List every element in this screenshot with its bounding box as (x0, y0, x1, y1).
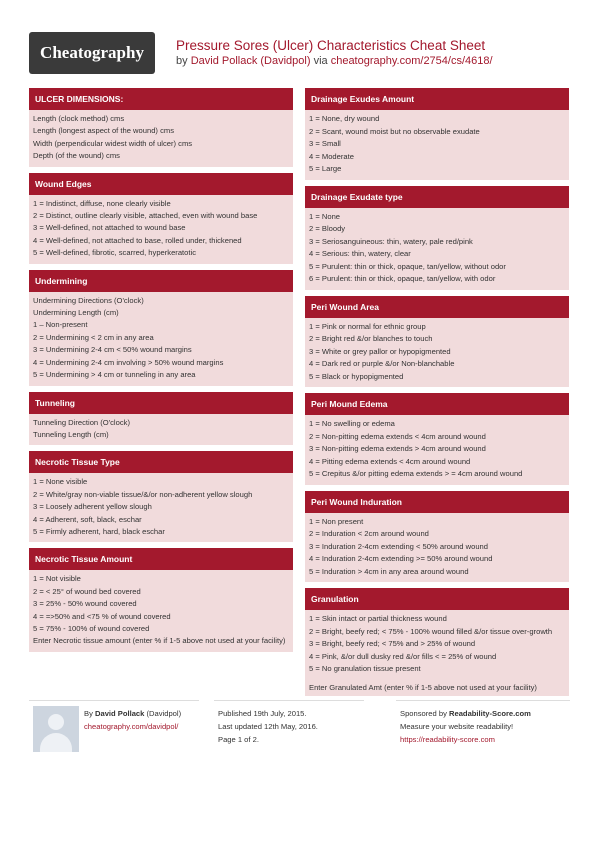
sponsor-text: Measure your website readability! (400, 722, 514, 731)
sheet-url-link[interactable]: cheatography.com/2754/cs/4618/ (330, 55, 493, 67)
updated-date: Last updated 12th May, 2016. (218, 722, 318, 731)
sponsor-prefix: Sponsored by (400, 709, 447, 718)
section-body (305, 513, 569, 583)
footer-author-handle: (Davidpol) (146, 709, 182, 718)
section-row: Enter Necrotic tissue amount (enter % if 1-5 above not used at your facility) (33, 636, 286, 646)
section-row: 2 = White/gray non-viable tissue/&/or non-adherent yellow slough (33, 489, 253, 499)
section-body (29, 414, 293, 446)
section-row: 6 = Purulent: thin or thick, opaque, tan/yellow, with odor (309, 274, 496, 283)
section-heading: Necrotic Tissue Type (29, 451, 293, 473)
section-body (305, 610, 569, 680)
section-drainage-exudate-type (305, 186, 569, 290)
section-body (29, 570, 293, 651)
section-body (29, 292, 293, 386)
page-number: Page 1 of 2. (218, 735, 259, 744)
section-body (305, 415, 569, 485)
section-row: 4 = Dark red or purple &/or Non-blanchable (309, 359, 455, 368)
section-row: 2 = Distinct, outline clearly visible, attached, even with wound base (33, 211, 258, 221)
section-row: 5 = Large (309, 164, 342, 173)
section-row: Undermining Directions (O'clock) (33, 295, 144, 305)
section-heading: Peri Wound Area (305, 296, 569, 318)
section-row: 2 = Induration < 2cm around wound (309, 529, 429, 538)
section-necrotic-tissue-amount (29, 548, 293, 651)
author-link[interactable]: David Pollack (Davidpol) (190, 55, 311, 67)
cheatography-logo[interactable]: Cheatography (29, 32, 155, 74)
section-row: 1 = None, dry wound (309, 114, 380, 123)
footer-by: By (84, 709, 93, 718)
section-row: Depth (of the wound) cms (33, 151, 120, 161)
footer-author (84, 707, 181, 733)
section-row: 2 = Bright, beefy red; < 75% - 100% wound filled &/or tissue over-growth (309, 626, 553, 636)
section-row: 4 = Well-defined, not attached to base, rolled under, thickened (33, 235, 242, 245)
section-row: 5 = 75% - 100% of wound covered (33, 623, 150, 633)
section-drainage-exudes-amount (305, 88, 569, 180)
section-granulation (305, 588, 569, 680)
right-column (305, 88, 569, 696)
section-peri-mound-edema (305, 393, 569, 485)
section-row: 3 = Well-defined, not attached to wound base (33, 223, 186, 233)
avatar-body (40, 733, 72, 752)
sponsor-url[interactable]: https://readability-score.com (400, 735, 495, 744)
section-row: 5 = No granulation tissue present (309, 664, 421, 673)
footer-author-url[interactable]: cheatography.com/davidpol/ (84, 722, 179, 731)
section-row: Tunneling Length (cm) (33, 429, 109, 439)
author-avatar[interactable] (33, 706, 79, 752)
section-necrotic-tissue-type (29, 451, 293, 542)
section-heading: Peri Mound Edema (305, 393, 569, 415)
section-peri-wound-induration (305, 491, 569, 583)
section-row: 2 = Non-pitting edema extends < 4cm around wound (309, 431, 486, 441)
section-row: 1 = Skin intact or partial thickness wound (309, 614, 447, 623)
section-row: 3 = White or grey pallor or hypopigmented (309, 346, 451, 356)
section-body (305, 208, 569, 290)
section-heading: Peri Wound Induration (305, 491, 569, 513)
section-row: 3 = Loosely adherent yellow slough (33, 502, 152, 512)
section-heading: Undermining (29, 270, 293, 292)
published-date: Published 19th July, 2015. (218, 709, 307, 718)
section-heading: Drainage Exudes Amount (305, 88, 569, 110)
section-row: 4 = =>50% and <75 % of wound covered (33, 611, 171, 621)
section-row: 5 = Undermining > 4 cm or tunneling in any area (33, 370, 196, 380)
footer-sponsor (400, 707, 531, 746)
section-undermining (29, 270, 293, 386)
section-row: 3 = 25% - 50% wound covered (33, 599, 137, 609)
by-prefix: by (176, 55, 188, 67)
footer-divider (29, 700, 199, 701)
section-row: Tunneling Direction (O'clock) (33, 417, 130, 427)
section-row: Undermining Length (cm) (33, 308, 119, 318)
section-ulcer-dimensions (29, 88, 293, 167)
avatar-head (48, 714, 64, 730)
section-heading: Tunneling (29, 392, 293, 414)
left-column (29, 88, 293, 658)
sponsor-name[interactable]: Readability-Score.com (449, 709, 531, 718)
section-row: 4 = Adherent, soft, black, eschar (33, 514, 142, 524)
section-heading: Drainage Exudate type (305, 186, 569, 208)
section-row: 5 = Crepitus &/or pitting edema extends > = 4cm around wound (309, 469, 523, 478)
section-row: 4 = Moderate (309, 151, 354, 161)
section-row: 1 = No swelling or edema (309, 419, 395, 428)
section-row: 1 = None (309, 211, 341, 221)
section-row: 3 = Non-pitting edema extends > 4cm around wound (309, 444, 486, 453)
section-wound-edges (29, 173, 293, 264)
section-row: 4 = Pitting edema extends < 4cm around wound (309, 456, 471, 466)
section-body (29, 473, 293, 542)
section-row: 5 = Purulent: thin or thick, opaque, tan/yellow, without odor (309, 261, 506, 271)
footer-divider (396, 700, 570, 701)
section-row: 3 = Small (309, 139, 341, 148)
section-row: 4 = Undermining 2-4 cm involving > 50% wound margins (33, 357, 224, 367)
section-body (29, 110, 293, 167)
section-heading: Granulation (305, 588, 569, 610)
section-row: Length (longest aspect of the wound) cms (33, 126, 174, 136)
section-row: Width (perpendicular widest width of ulcer) cms (33, 138, 193, 148)
section-row: 2 = Undermining < 2 cm in any area (33, 332, 154, 342)
section-row: 2 = Scant, wound moist but no observable exudate (309, 126, 480, 136)
section-heading: ULCER DIMENSIONS: (29, 88, 293, 110)
section-body (305, 318, 569, 388)
section-row: 1 = None visible (33, 477, 88, 487)
section-row: 3 = Seriosanguineous: thin, watery, pale red/pink (309, 236, 473, 246)
section-tunneling (29, 392, 293, 446)
section-heading: Wound Edges (29, 173, 293, 195)
section-peri-wound-area (305, 296, 569, 388)
section-row: 4 = Serious: thin, watery, clear (309, 249, 411, 258)
section-row: 5 = Well-defined, fibrotic, scarred, hyperkeratotic (33, 248, 196, 258)
section-row: 3 = Induration 2-4cm extending < 50% around wound (309, 541, 488, 551)
section-row: 2 = Bright red &/or blanches to touch (309, 334, 433, 343)
section-row: 5 = Firmly adherent, hard, black eschar (33, 526, 165, 536)
byline (176, 55, 493, 67)
granulation-footnote: Enter Granulated Amt (enter % if 1-5 above not used at your facility) (305, 680, 569, 697)
section-heading: Necrotic Tissue Amount (29, 548, 293, 570)
section-row: 2 = < 25° of wound bed covered (33, 586, 141, 596)
via-text: via (313, 55, 328, 67)
section-row: 1 = Non present (309, 516, 364, 526)
section-row: 3 = Bright, beefy red; < 75% and > 25% of wound (309, 639, 476, 648)
footer-author-name[interactable]: David Pollack (95, 709, 145, 718)
section-row: 1 = Indistinct, diffuse, none clearly visible (33, 198, 171, 208)
footer-dates (218, 707, 318, 746)
section-body (305, 110, 569, 180)
page-title: Pressure Sores (Ulcer) Characteristics Cheat Sheet (176, 38, 486, 53)
footer-divider (214, 700, 364, 701)
section-row: 4 = Induration 2-4cm extending >= 50% around wound (309, 554, 493, 563)
section-row: 3 = Undermining 2-4 cm < 50% wound margins (33, 345, 192, 355)
section-row: 5 = Induration > 4cm in any area around wound (309, 566, 469, 576)
section-row: 1 = Not visible (33, 574, 81, 584)
section-row: Length (clock method) cms (33, 114, 125, 123)
section-row: 5 = Black or hypopigmented (309, 371, 404, 381)
section-row: 4 = Pink, &/or dull dusky red &/or fills < = 25% of wound (309, 651, 497, 661)
section-body (29, 195, 293, 264)
section-row: 2 = Bloody (309, 224, 346, 233)
section-row: 1 = Pink or normal for ethnic group (309, 321, 426, 331)
section-row: 1 – Non-present (33, 320, 88, 330)
